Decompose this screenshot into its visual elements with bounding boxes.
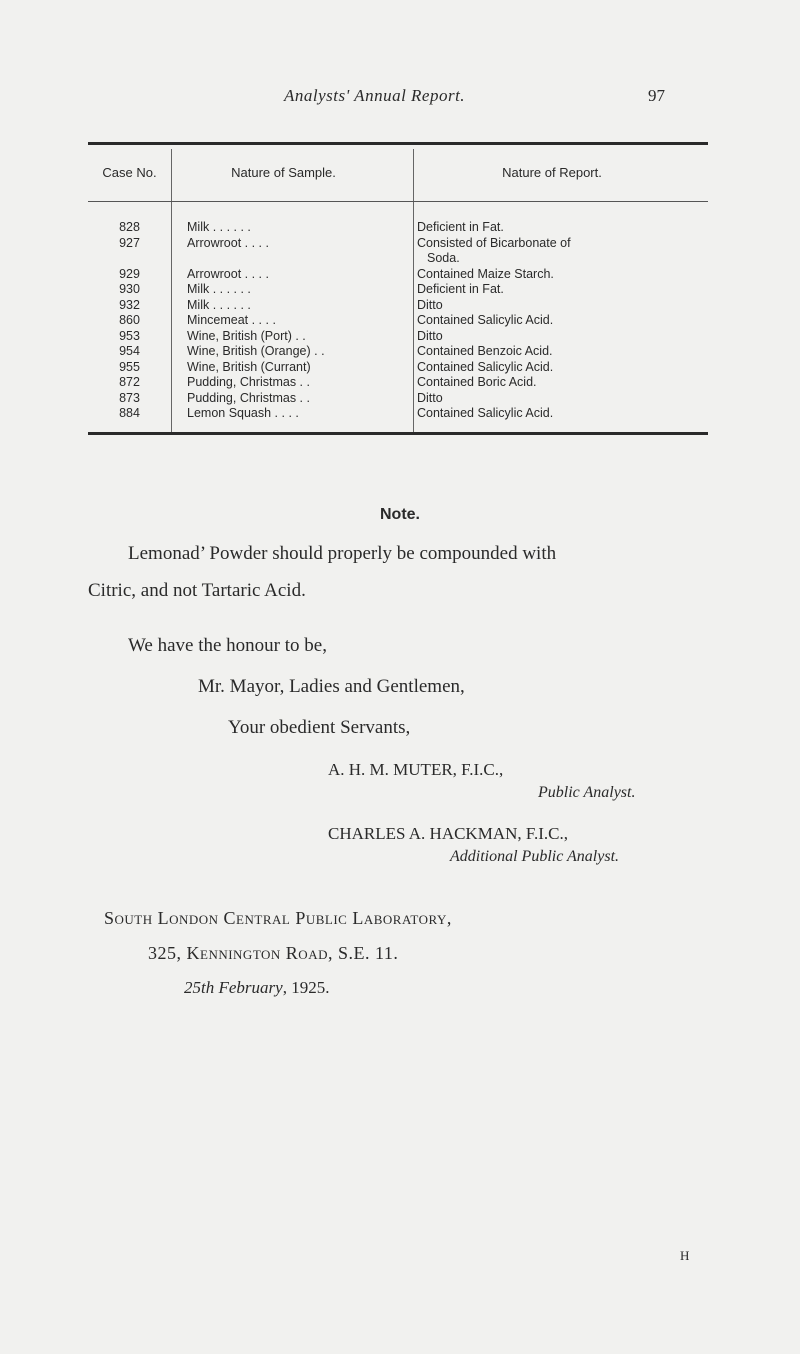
signatory-1-title: Public Analyst. [538, 784, 636, 801]
report-text-main: Contained Benzoic Acid. [417, 344, 553, 358]
page-header [0, 86, 800, 114]
sample-name: Arrowroot . . . . [187, 235, 269, 250]
table-body [88, 202, 708, 432]
table-row [88, 344, 708, 360]
case-number: 884 [119, 406, 140, 420]
report-text-main: Ditto [417, 328, 443, 343]
table-row [88, 236, 708, 267]
report-text [396, 313, 708, 329]
closing-servants: Your obedient Servants, [228, 717, 411, 738]
date-day-month: 25th February [184, 978, 283, 997]
table-row [88, 375, 708, 391]
report-text [396, 406, 708, 422]
report-text-main: Contained Boric Acid. [417, 375, 537, 389]
case-number: 930 [119, 282, 140, 296]
column-divider [413, 149, 414, 201]
report-text-main: Ditto [417, 297, 443, 312]
closing-salutation: Mr. Mayor, Ladies and Gentlemen, [198, 676, 465, 697]
report-text-main: Contained Salicylic Acid. [417, 313, 554, 327]
table-bottom-rule [88, 432, 708, 435]
column-divider [413, 202, 414, 432]
sample-name: Pudding, Christmas . . [187, 375, 310, 389]
table-row [88, 360, 708, 376]
table-row [88, 313, 708, 329]
report-text-main: Deficient in Fat. [417, 282, 504, 296]
sample-name: Lemon Squash . . . . [187, 406, 299, 420]
report-text-main: Deficient in Fat. [417, 220, 504, 234]
report-title: Analysts' Annual Report. [284, 86, 466, 105]
sample-name: Wine, British (Orange) . . [187, 344, 325, 358]
report-text [396, 391, 708, 407]
signature-mark: H [680, 1248, 690, 1263]
page-number: 97 [648, 86, 665, 105]
report-text-main: Ditto [417, 390, 443, 405]
table-row [88, 267, 708, 283]
table-row [88, 406, 708, 422]
report-text-main: Consisted of Bicarbonate of [417, 235, 571, 250]
column-header-sample: Nature of Sample. [231, 165, 336, 180]
address-date [184, 978, 329, 998]
report-text [396, 344, 708, 360]
column-header-report: Nature of Report. [502, 165, 602, 180]
sample-name: Wine, British (Port) . . [187, 328, 306, 343]
report-text [396, 360, 708, 376]
case-number: 955 [119, 359, 140, 374]
sample-name: Milk . . . . . . [187, 297, 251, 312]
sample-name: Milk . . . . . . [187, 282, 251, 296]
signatory-1-name: A. H. M. MUTER, F.I.C., [328, 760, 504, 779]
sample-name: Milk . . . . . . [187, 220, 251, 234]
report-text [396, 375, 708, 391]
report-text-continued: Soda. [427, 251, 460, 265]
column-divider [171, 149, 172, 201]
report-text [396, 236, 708, 267]
table-row [88, 282, 708, 298]
table-row [88, 329, 708, 345]
column-divider [171, 202, 172, 432]
report-text [396, 267, 708, 283]
report-text [396, 329, 708, 345]
report-text-main: Contained Maize Starch. [417, 266, 554, 281]
case-number: 828 [119, 220, 140, 234]
address-line-1: South London Central Public Laboratory, [104, 908, 452, 928]
case-number: 873 [119, 390, 140, 405]
note-text-line-1: Lemonad’ Powder should properly be compounded with [128, 543, 557, 564]
report-text [396, 220, 708, 236]
sample-name: Arrowroot . . . . [187, 266, 269, 281]
signatory-2-name: CHARLES A. HACKMAN, F.I.C., [328, 824, 568, 843]
column-header-case: Case No. [102, 165, 157, 180]
case-number: 954 [119, 344, 140, 358]
case-number: 927 [119, 235, 140, 250]
report-text-main: Contained Salicylic Acid. [417, 359, 554, 374]
date-year: , 1925. [282, 978, 330, 997]
note-text-line-2: Citric, and not Tartaric Acid. [88, 580, 306, 601]
closing-honour: We have the honour to be, [128, 635, 327, 656]
table-row [88, 298, 708, 314]
table-row [88, 391, 708, 407]
case-number: 953 [119, 328, 140, 343]
report-text-main: Contained Salicylic Acid. [417, 406, 554, 420]
sample-name: Wine, British (Currant) [187, 359, 311, 374]
case-number: 932 [119, 297, 140, 312]
report-text [396, 298, 708, 314]
table-row [88, 220, 708, 236]
case-number: 860 [119, 313, 140, 327]
sample-name: Pudding, Christmas . . [187, 390, 310, 405]
sample-name: Mincemeat . . . . [187, 313, 276, 327]
case-number: 872 [119, 375, 140, 389]
address-line-2: 325, Kennington Road, S.E. 11. [148, 943, 399, 963]
signatory-2-title: Additional Public Analyst. [450, 848, 620, 865]
case-number: 929 [119, 266, 140, 281]
note-heading: Note. [380, 506, 420, 523]
report-text [396, 282, 708, 298]
table-header [88, 145, 708, 201]
results-table [88, 142, 708, 435]
